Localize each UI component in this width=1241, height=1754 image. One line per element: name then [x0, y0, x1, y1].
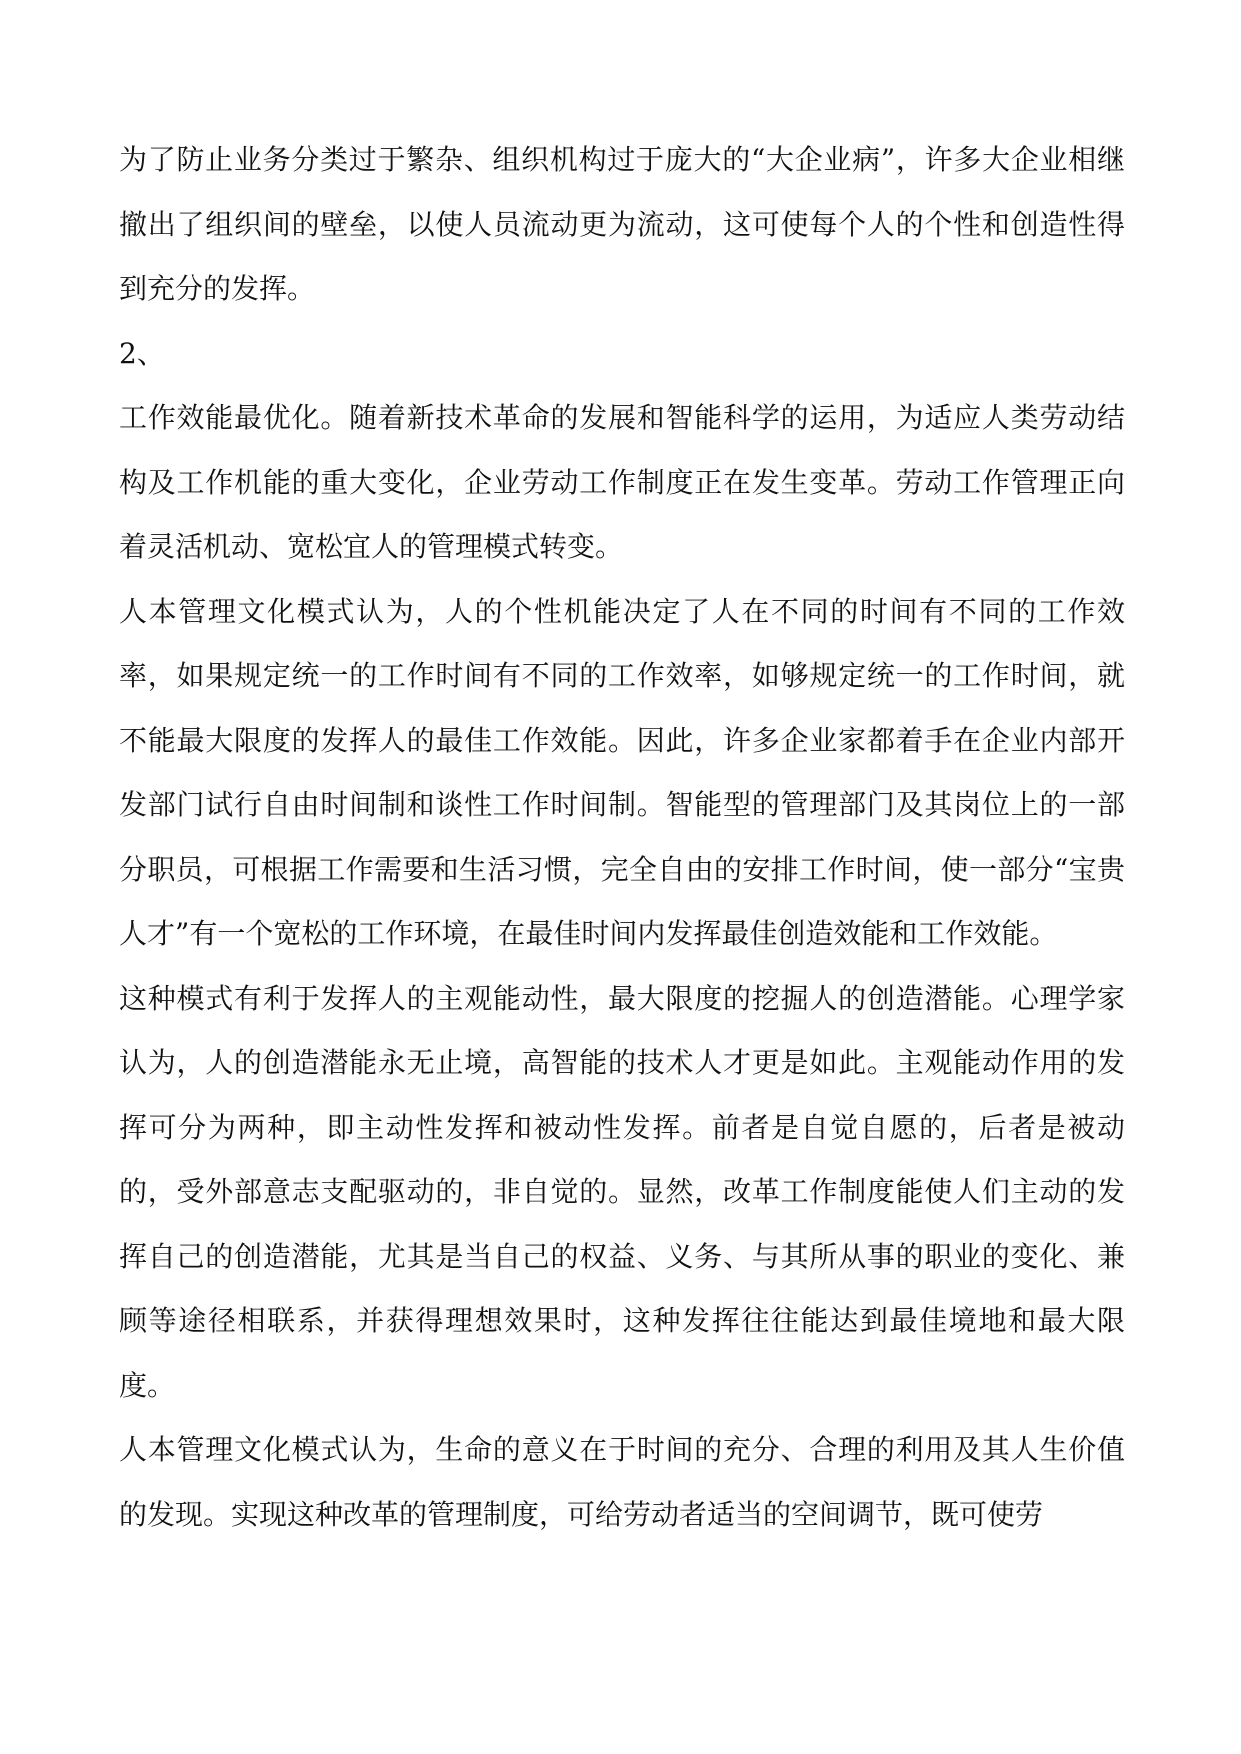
paragraph-2-section-number: 2、	[119, 336, 165, 370]
paragraph-1: 为了防止业务分类过于繁杂、组织机构过于庞大的“大企业病”，许多大企业相继撤出了组织间的壁垒，以使人员流动更为流动，这可使每个人的个性和创造性得到充分的发挥。	[119, 143, 1125, 305]
paragraph-6: 人本管理文化模式认为，生命的意义在于时间的充分、合理的利用及其人生价值的发现。实现这种改革的管理制度，可给劳动者适当的空间调节，既可使劳	[119, 1433, 1125, 1531]
body-text	[119, 128, 1125, 1547]
paragraph-4: 人本管理文化模式认为，人的个性机能决定了人在不同的时间有不同的工作效率，如果规定统一的工作时间有不同的工作效率，如够规定统一的工作时间，就不能最大限度的发挥人的最佳工作效能。因此，许多企业家都着手在企业内部开发部门试行自由时间制和谈性工作时间制。智能型的管理部门及其岗位上的一部分职员，可根据工作需要和生活习惯，完全自由的安排工作时间，使一部分“宝贵人才”有一个宽松的工作环境，在最佳时间内发挥最佳创造效能和工作效能。	[119, 594, 1125, 950]
paragraph-5: 这种模式有利于发挥人的主观能动性，最大限度的挖掘人的创造潜能。心理学家认为，人的创造潜能永无止境，高智能的技术人才更是如此。主观能动作用的发挥可分为两种，即主动性发挥和被动性发挥。前者是自觉自愿的，后者是被动的，受外部意志支配驱动的，非自觉的。显然，改革工作制度能使人们主动的发挥自己的创造潜能，尤其是当自己的权益、义务、与其所从事的职业的变化、兼顾等途径相联系，并获得理想效果时，这种发挥往往能达到最佳境地和最大限度。	[119, 981, 1125, 1402]
paragraph-3: 工作效能最优化。随着新技术革命的发展和智能科学的运用，为适应人类劳动结构及工作机能的重大变化，企业劳动工作制度正在发生变革。劳动工作管理正向着灵活机动、宽松宜人的管理模式转变。	[119, 401, 1125, 563]
